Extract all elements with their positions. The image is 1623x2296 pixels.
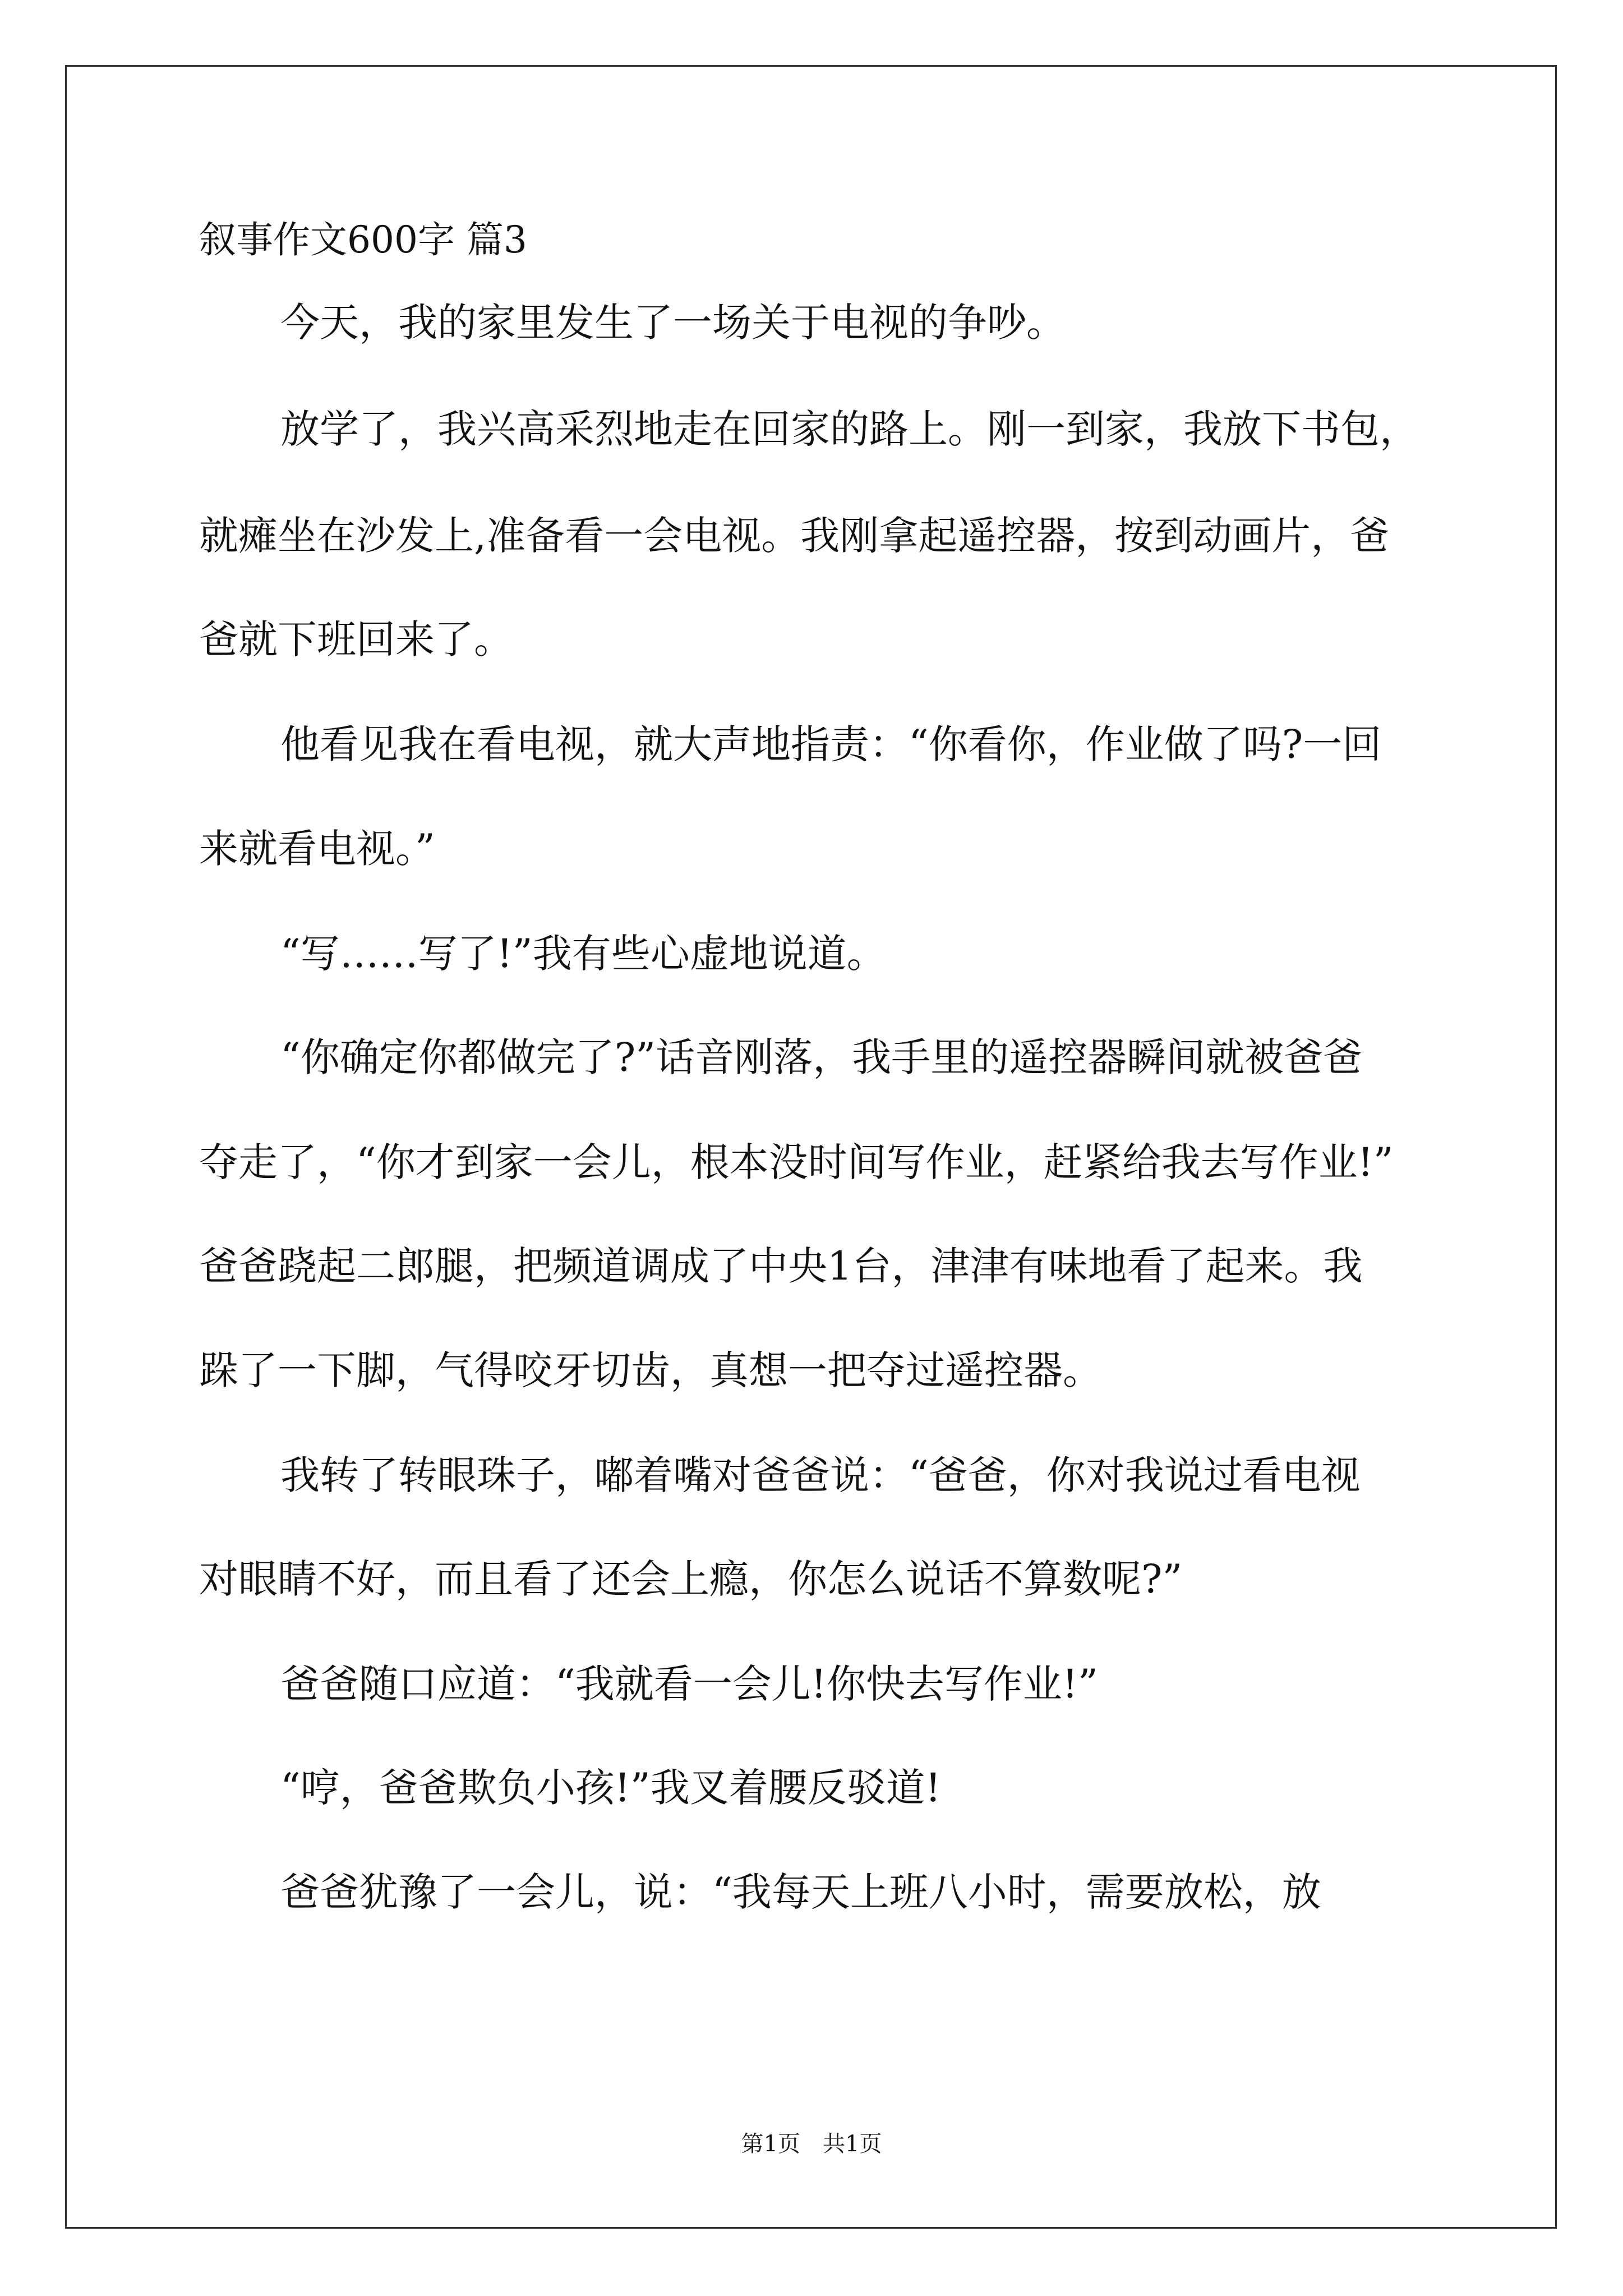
- text-line: 爸爸随口应道：“我就看一会儿!你快去写作业!”: [280, 1661, 1098, 1707]
- text-line: “你确定你都做完了?”话音刚落，我手里的遥控器瞬间就被爸爸: [280, 1034, 1363, 1080]
- text-line: 爸爸跷起二郎腿，把频道调成了中央1台，津津有味地看了起来。我: [199, 1243, 1363, 1289]
- text-line: 放学了，我兴高采烈地走在回家的路上。刚一到家，我放下书包，: [280, 406, 1419, 452]
- text-line: “哼，爸爸欺负小孩!”我叉着腰反驳道!: [280, 1765, 941, 1811]
- text-line: 我转了转眼珠子，嘟着嘴对爸爸说：“爸爸，你对我说过看电视: [280, 1452, 1361, 1498]
- text-line: 爸就下班回来了。: [199, 616, 513, 662]
- text-line: “写……写了!”我有些心虚地说道。: [280, 931, 886, 977]
- text-line: 今天，我的家里发生了一场关于电视的争吵。: [280, 300, 1066, 346]
- document-title: 叙事作文600字 篇3: [199, 218, 527, 261]
- text-line: 跺了一下脚，气得咬牙切齿，真想一把夺过遥控器。: [199, 1347, 1102, 1393]
- text-line: 来就看电视。”: [199, 826, 435, 872]
- text-line: 就瘫坐在沙发上,准备看一会电视。我刚拿起遥控器，按到动画片，爸: [199, 513, 1390, 559]
- text-line: 夺走了，“你才到家一会儿，根本没时间写作业，赶紧给我去写作业!”: [199, 1139, 1394, 1185]
- page-footer: 第1页 共1页: [741, 2131, 882, 2157]
- text-line: 他看见我在看电视，就大声地指责：“你看你，作业做了吗?一回: [280, 721, 1382, 767]
- text-line: 爸爸犹豫了一会儿，说：“我每天上班八小时，需要放松，放: [280, 1869, 1321, 1915]
- text-line: 对眼睛不好，而且看了还会上瘾，你怎么说话不算数呢?”: [199, 1556, 1183, 1602]
